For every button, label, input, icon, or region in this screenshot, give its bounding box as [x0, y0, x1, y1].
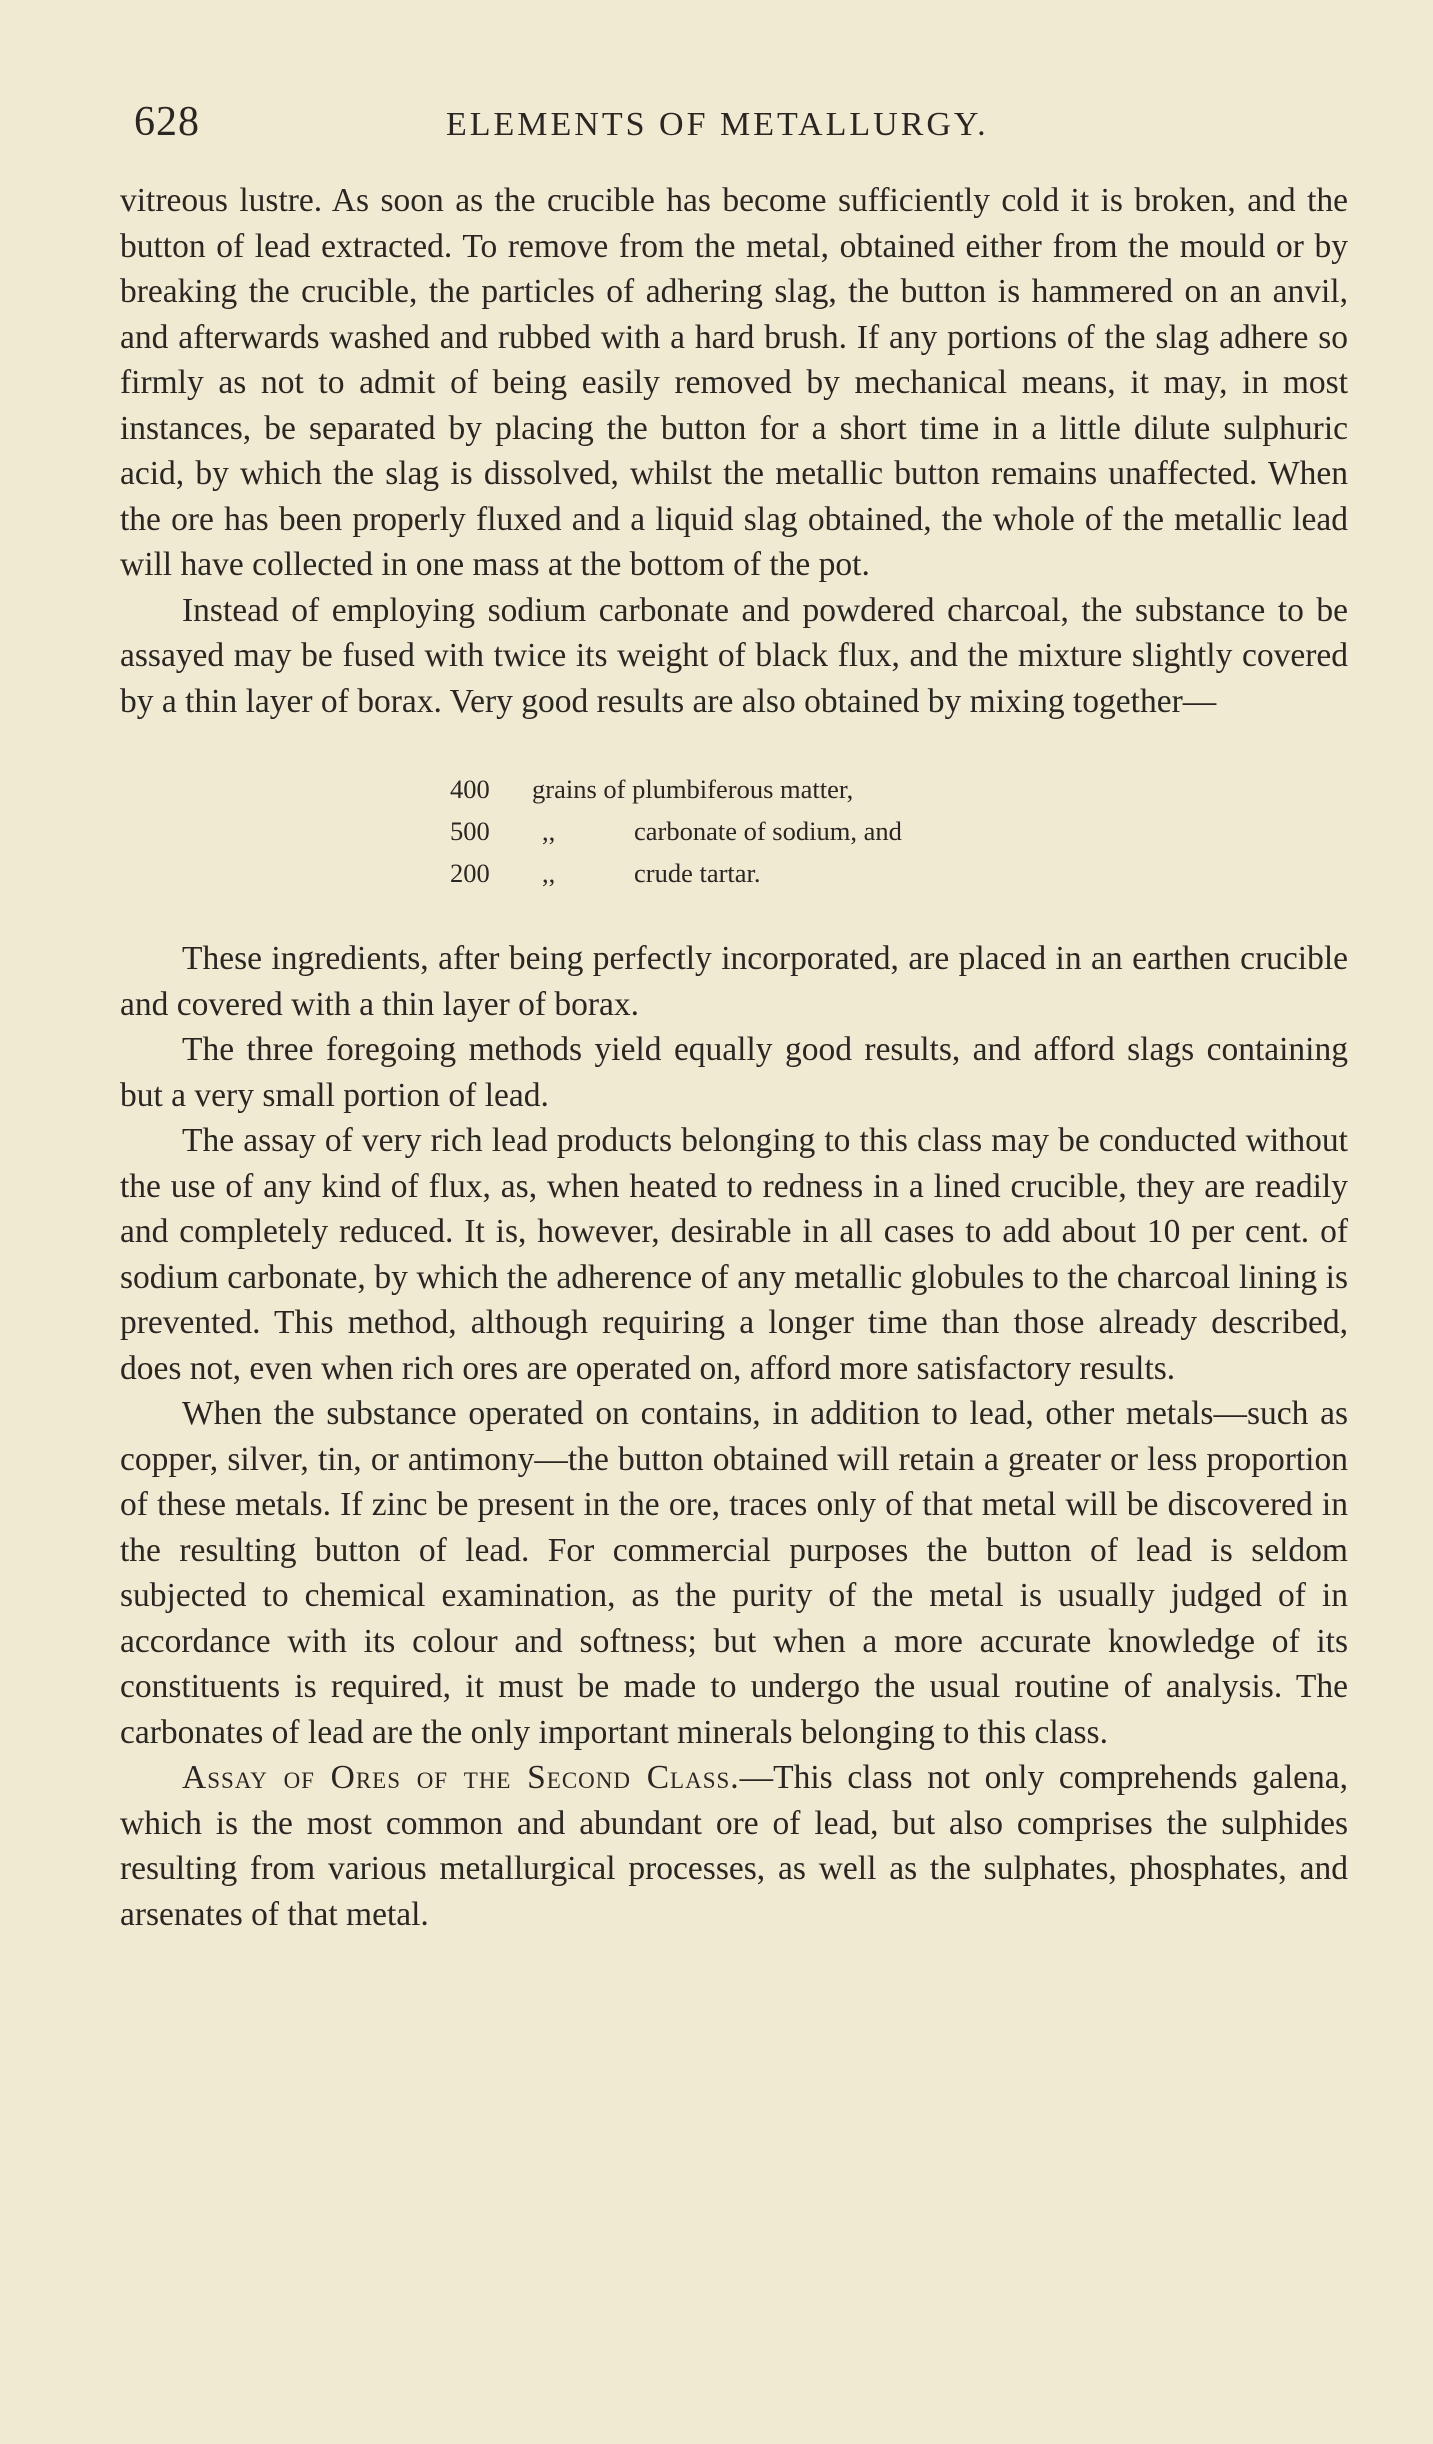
page-number: 628 [134, 99, 200, 145]
recipe-quantity: 200 [450, 858, 490, 888]
recipe-list [450, 768, 1348, 894]
paragraph-rich-products: The assay of very rich lead products belonging to this class may be conducted without the use of any kind of flux, as, when heated to redness in a lined crucible, they are readily and completely reduced. It is, however, desirable in all cases to add about 10 per cent. of sodium carbonate, by which the adherence of any metallic globules to the charcoal lining is prevented. This method, although requiring a longer time than those already described, does not, even when rich ores are operated on, afford more satisfactory results. [120, 1122, 1348, 1387]
section-text: —This class not only comprehends galena, which is the most common and abundant ore of lead, but also comprises the sulphides resulting from various metallurgical processes, as well as the sulphates, phosphates, and arsenates of that metal. [120, 1759, 1348, 1933]
body-text [120, 178, 1348, 1937]
paragraph-ingredients: These ingredients, after being perfectly incorporated, are placed in an earthen crucible and covered with a thin layer of borax. [120, 940, 1348, 1023]
paragraph-black-flux: Instead of employing sodium carbonate and powdered charcoal, the substance to be assayed may be fused with twice its weight of black flux, and the mixture slightly covered by a thin layer of borax. Very good results are also obtained by mixing together— [120, 591, 1348, 720]
recipe-quantity: 500 [450, 816, 490, 846]
paragraph-second-class [120, 1755, 1348, 1937]
recipe-quantity: 400 [450, 774, 490, 804]
recipe-text: crude tartar. [634, 858, 761, 888]
paragraph-continued: vitreous lustre. As soon as the crucible has become sufficiently cold it is broken, and the button of lead extracted. To remove from the metal, obtained either from the mould or by breaking the crucible, the particles of adhering slag, the button is hammered on an anvil, and afterwards washed and rubbed with a hard brush. If any portions of the slag adhere so firmly as not to admit of being easily removed by mechanical means, it may, in most instances, be separated by placing the button for a short time in a little dilute sulphuric acid, by which the slag is dissolved, whilst the metallic button remains unaffected. When the ore has been properly fluxed and a liquid slag obtained, the whole of the metallic lead will have collected in one mass at the bottom of the pot. [120, 182, 1348, 583]
running-title: ELEMENTS OF METALLURGY. [446, 106, 989, 143]
paragraph-methods: The three foregoing methods yield equally good results, and afford slags containing but a very small portion of lead. [120, 1031, 1348, 1114]
recipe-row [450, 852, 1348, 894]
page-header [134, 98, 1334, 158]
recipe-text: carbonate of sodium, and [634, 816, 902, 846]
section-heading: Assay of Ores of the Second Class. [182, 1759, 740, 1796]
recipe-row [450, 810, 1348, 852]
paragraph-other-metals: When the substance operated on contains, in addition to lead, other metals—such as copper, silver, tin, or antimony—the button obtained will retain a greater or less proportion of these metals. If zinc be present in the ore, traces only of that metal will be discovered in the resulting button of lead. For commercial purposes the button of lead is seldom subjected to chemical examination, as the purity of the metal is usually judged of in accordance with its colour and softness; but when a more accurate knowledge of its constituents is required, it must be made to undergo the usual routine of analysis. The carbonates of lead are the only important minerals belonging to this class. [120, 1395, 1348, 1751]
ditto-mark: ,, [542, 816, 556, 846]
ditto-mark: ,, [542, 858, 556, 888]
recipe-row [450, 768, 1348, 810]
recipe-text: grains of plumbiferous matter, [532, 774, 854, 804]
